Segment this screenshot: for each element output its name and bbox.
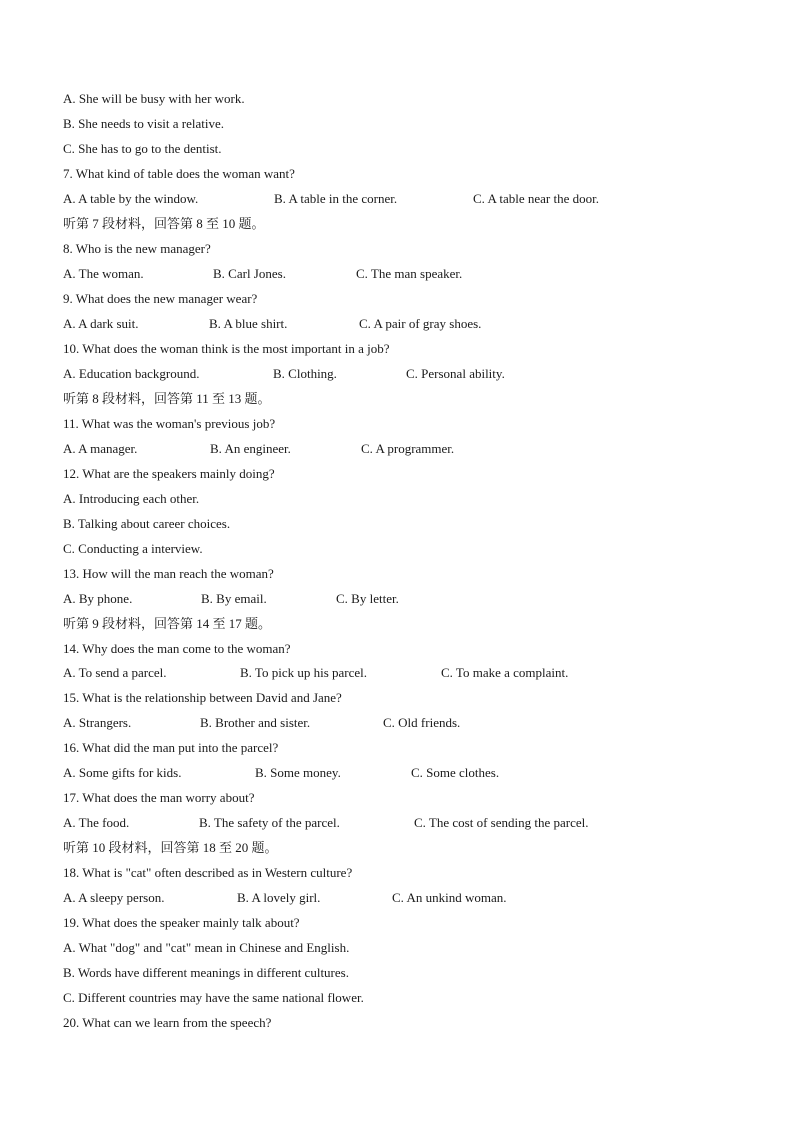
question-13: 13. How will the man reach the woman? xyxy=(63,566,274,581)
option-c: C. The cost of sending the parcel. xyxy=(414,815,589,830)
option-a: A. A sleepy person. xyxy=(63,890,165,905)
option-a: A. Some gifts for kids. xyxy=(63,765,182,780)
question-12: 12. What are the speakers mainly doing? xyxy=(63,466,275,481)
option-a: A. Education background. xyxy=(63,366,200,381)
option-line: B. Talking about career choices. xyxy=(63,516,231,531)
option-b: B. A blue shirt. xyxy=(209,316,288,331)
section-heading: 听第 10 段材料，回答第 18 至 20 题。 xyxy=(63,840,278,855)
question-10: 10. What does the woman think is the most important in a job? xyxy=(63,341,390,356)
option-a: A. A manager. xyxy=(63,441,138,456)
option-a: A. By phone. xyxy=(63,591,133,606)
option-line: C. She has to go to the dentist. xyxy=(63,141,222,156)
option-c: C. Personal ability. xyxy=(406,366,505,381)
option-line: A. What "dog" and "cat" mean in Chinese and English. xyxy=(63,940,350,955)
option-c: C. An unkind woman. xyxy=(392,890,507,905)
option-b: B. By email. xyxy=(201,591,267,606)
option-c: C. By letter. xyxy=(336,591,399,606)
question-14: 14. Why does the man come to the woman? xyxy=(63,641,291,656)
question-8: 8. Who is the new manager? xyxy=(63,241,211,256)
option-line: B. Words have different meanings in different cultures. xyxy=(63,965,349,980)
option-b: B. A lovely girl. xyxy=(237,890,321,905)
option-b: B. Some money. xyxy=(255,765,341,780)
question-11: 11. What was the woman's previous job? xyxy=(63,416,276,431)
option-b: B. The safety of the parcel. xyxy=(199,815,340,830)
option-c: C. To make a complaint. xyxy=(441,665,569,680)
option-b: B. Brother and sister. xyxy=(200,715,311,730)
option-line: B. She needs to visit a relative. xyxy=(63,116,225,131)
question-18: 18. What is "cat" often described as in Western culture? xyxy=(63,865,353,880)
option-b: B. An engineer. xyxy=(210,441,291,456)
question-19: 19. What does the speaker mainly talk about? xyxy=(63,915,300,930)
option-c: C. The man speaker. xyxy=(356,266,463,281)
option-b: B. Carl Jones. xyxy=(213,266,286,281)
option-b: B. Clothing. xyxy=(273,366,337,381)
question-7: 7. What kind of table does the woman want? xyxy=(63,166,295,181)
question-17: 17. What does the man worry about? xyxy=(63,790,255,805)
question-20: 20. What can we learn from the speech? xyxy=(63,1015,272,1030)
section-heading: 听第 7 段材料，回答第 8 至 10 题。 xyxy=(63,216,265,231)
option-c: C. A programmer. xyxy=(361,441,455,456)
option-line: A. Introducing each other. xyxy=(63,491,200,506)
question-15: 15. What is the relationship between David and Jane? xyxy=(63,690,342,705)
option-c: C. Old friends. xyxy=(383,715,461,730)
option-a: A. A dark suit. xyxy=(63,316,139,331)
option-a: A. The woman. xyxy=(63,266,144,281)
option-c: C. Some clothes. xyxy=(411,765,500,780)
option-a: A. A table by the window. xyxy=(63,191,199,206)
option-b: B. A table in the corner. xyxy=(274,191,398,206)
option-line: A. She will be busy with her work. xyxy=(63,91,245,106)
option-line: C. Different countries may have the same national flower. xyxy=(63,990,364,1005)
option-b: B. To pick up his parcel. xyxy=(240,665,368,680)
option-line: C. Conducting a interview. xyxy=(63,541,203,556)
option-c: C. A table near the door. xyxy=(473,191,600,206)
question-9: 9. What does the new manager wear? xyxy=(63,291,258,306)
option-c: C. A pair of gray shoes. xyxy=(359,316,482,331)
section-heading: 听第 8 段材料，回答第 11 至 13 题。 xyxy=(63,391,271,406)
section-heading: 听第 9 段材料，回答第 14 至 17 题。 xyxy=(63,616,272,631)
option-a: A. Strangers. xyxy=(63,715,132,730)
question-16: 16. What did the man put into the parcel? xyxy=(63,740,279,755)
option-a: A. The food. xyxy=(63,815,130,830)
option-a: A. To send a parcel. xyxy=(63,665,167,680)
